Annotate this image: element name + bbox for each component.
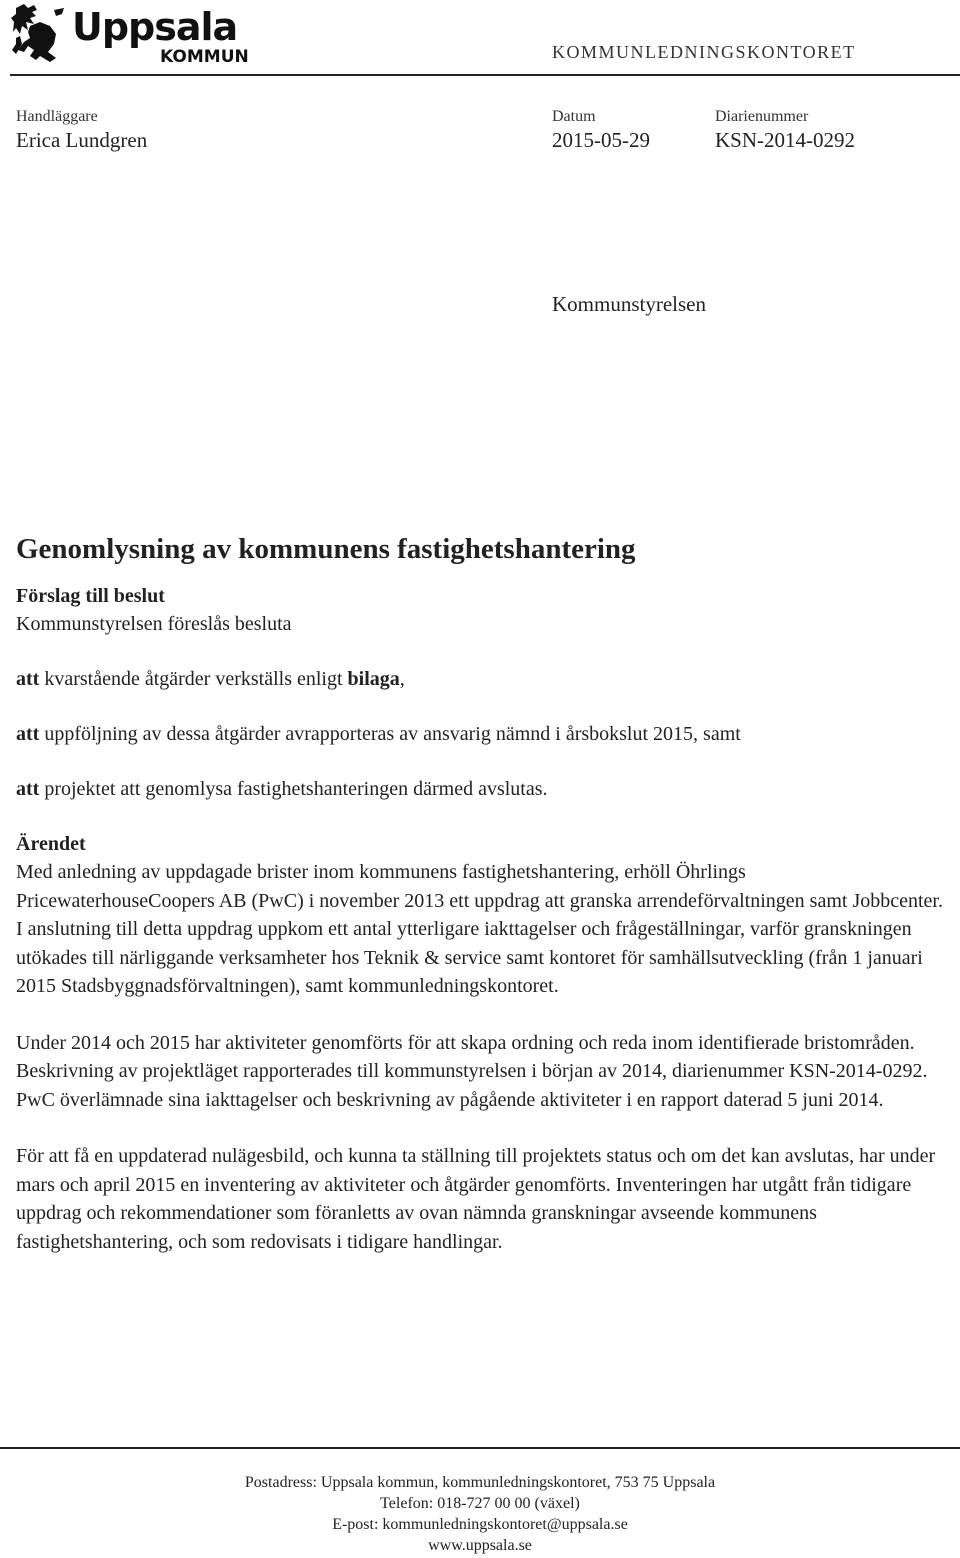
document-body	[16, 530, 946, 1256]
att-keyword: att	[16, 723, 40, 745]
decision-item	[16, 665, 946, 693]
att-keyword: att	[16, 668, 40, 690]
attachment-reference: bilaga	[347, 668, 400, 690]
logo-wordmark	[72, 5, 249, 64]
body-paragraph: För att få en uppdaterad nulägesbild, och kunna ta ställning till projektets status och om det kan avslutas, har under mars och april 2015 en inventering av aktiviteter och åtgärder genomförts. Inventeringen har utgått från tidigare uppdrag och rekommendationer som föranletts av ovan nämnda granskningar avseende kommunens fastighetshantering, och som redovisats i tidigare handlingar.	[16, 1145, 936, 1253]
handler-value: Erica Lundgren	[16, 128, 148, 152]
svg-text:Uppsala: Uppsala	[72, 5, 238, 49]
svg-text:KOMMUN: KOMMUN	[160, 47, 249, 64]
document-title: Genomlysning av kommunens fastighetshantering	[16, 533, 636, 565]
diary-number-value: KSN-2014-0292	[715, 128, 855, 152]
diary-number-label: Diarienummer	[715, 108, 809, 125]
decision-end: ,	[399, 668, 405, 690]
logo-graphic	[10, 2, 270, 64]
decision-text: projektet att genomlysa fastighetshanteringen därmed avslutas.	[44, 778, 548, 800]
decision-item	[16, 775, 946, 803]
decision-item	[16, 720, 946, 748]
body-paragraph: Med anledning av uppdagade brister inom kommunens fastighetshantering, erhöll Öhrlings PricewaterhouseCoopers AB (PwC) i november 2013 ett uppdrag att granska arrendeförvaltningen samt Jobbcenter. I anslutning till detta uppdrag uppkom ett antal ytterligare iakttagelser och frågeställningar, varför granskningen utökades till närliggande verksamheter hos Teknik & service samt kontoret för samhällsutveckling (från 1 januari 2015 Stadsbyggnadsförvaltningen), samt kommunledningskontoret.	[16, 861, 943, 997]
handler-label: Handläggare	[16, 108, 98, 125]
body-paragraph: Under 2014 och 2015 har aktiviteter genomförts för att skapa ordning och reda inom identifierade bristområden. Beskrivning av projektläget rapporterades till kommunstyrelsen i början av 2014, diarienummer KSN-2014-0292. PwC överlämnade sina iakttagelser och beskrivning av pågående aktiviteter i en rapport daterad 5 juni 2014.	[16, 1031, 928, 1111]
footer-address: Postadress: Uppsala kommun, kommunledningskontoret, 753 75 Uppsala	[244, 1474, 716, 1491]
proposal-heading: Förslag till beslut	[16, 585, 165, 607]
footer-divider	[0, 1447, 960, 1449]
header-divider	[10, 74, 960, 76]
lion-crest-icon	[11, 4, 64, 62]
uppsala-kommun-logo	[10, 2, 270, 64]
date-label: Datum	[552, 108, 596, 125]
footer	[0, 1472, 960, 1556]
proposal-intro: Kommunstyrelsen föreslås besluta	[16, 613, 292, 635]
att-keyword: att	[16, 778, 40, 800]
footer-email[interactable]: E-post: kommunledningskontoret@uppsala.se	[332, 1516, 628, 1533]
decision-text: uppföljning av dessa åtgärder avrapporteras av ansvarig nämnd i årsbokslut 2015, samt	[44, 723, 741, 745]
decision-text: kvarstående åtgärder verkställs enligt	[44, 668, 343, 690]
recipient: Kommunstyrelsen	[552, 292, 706, 316]
footer-phone: Telefon: 018-727 00 00 (växel)	[380, 1495, 580, 1512]
footer-website[interactable]: www.uppsala.se	[428, 1537, 532, 1554]
matter-heading: Ärendet	[16, 833, 86, 855]
date-value: 2015-05-29	[552, 128, 650, 152]
department-name: KOMMUNLEDNINGSKONTORET	[552, 42, 856, 62]
